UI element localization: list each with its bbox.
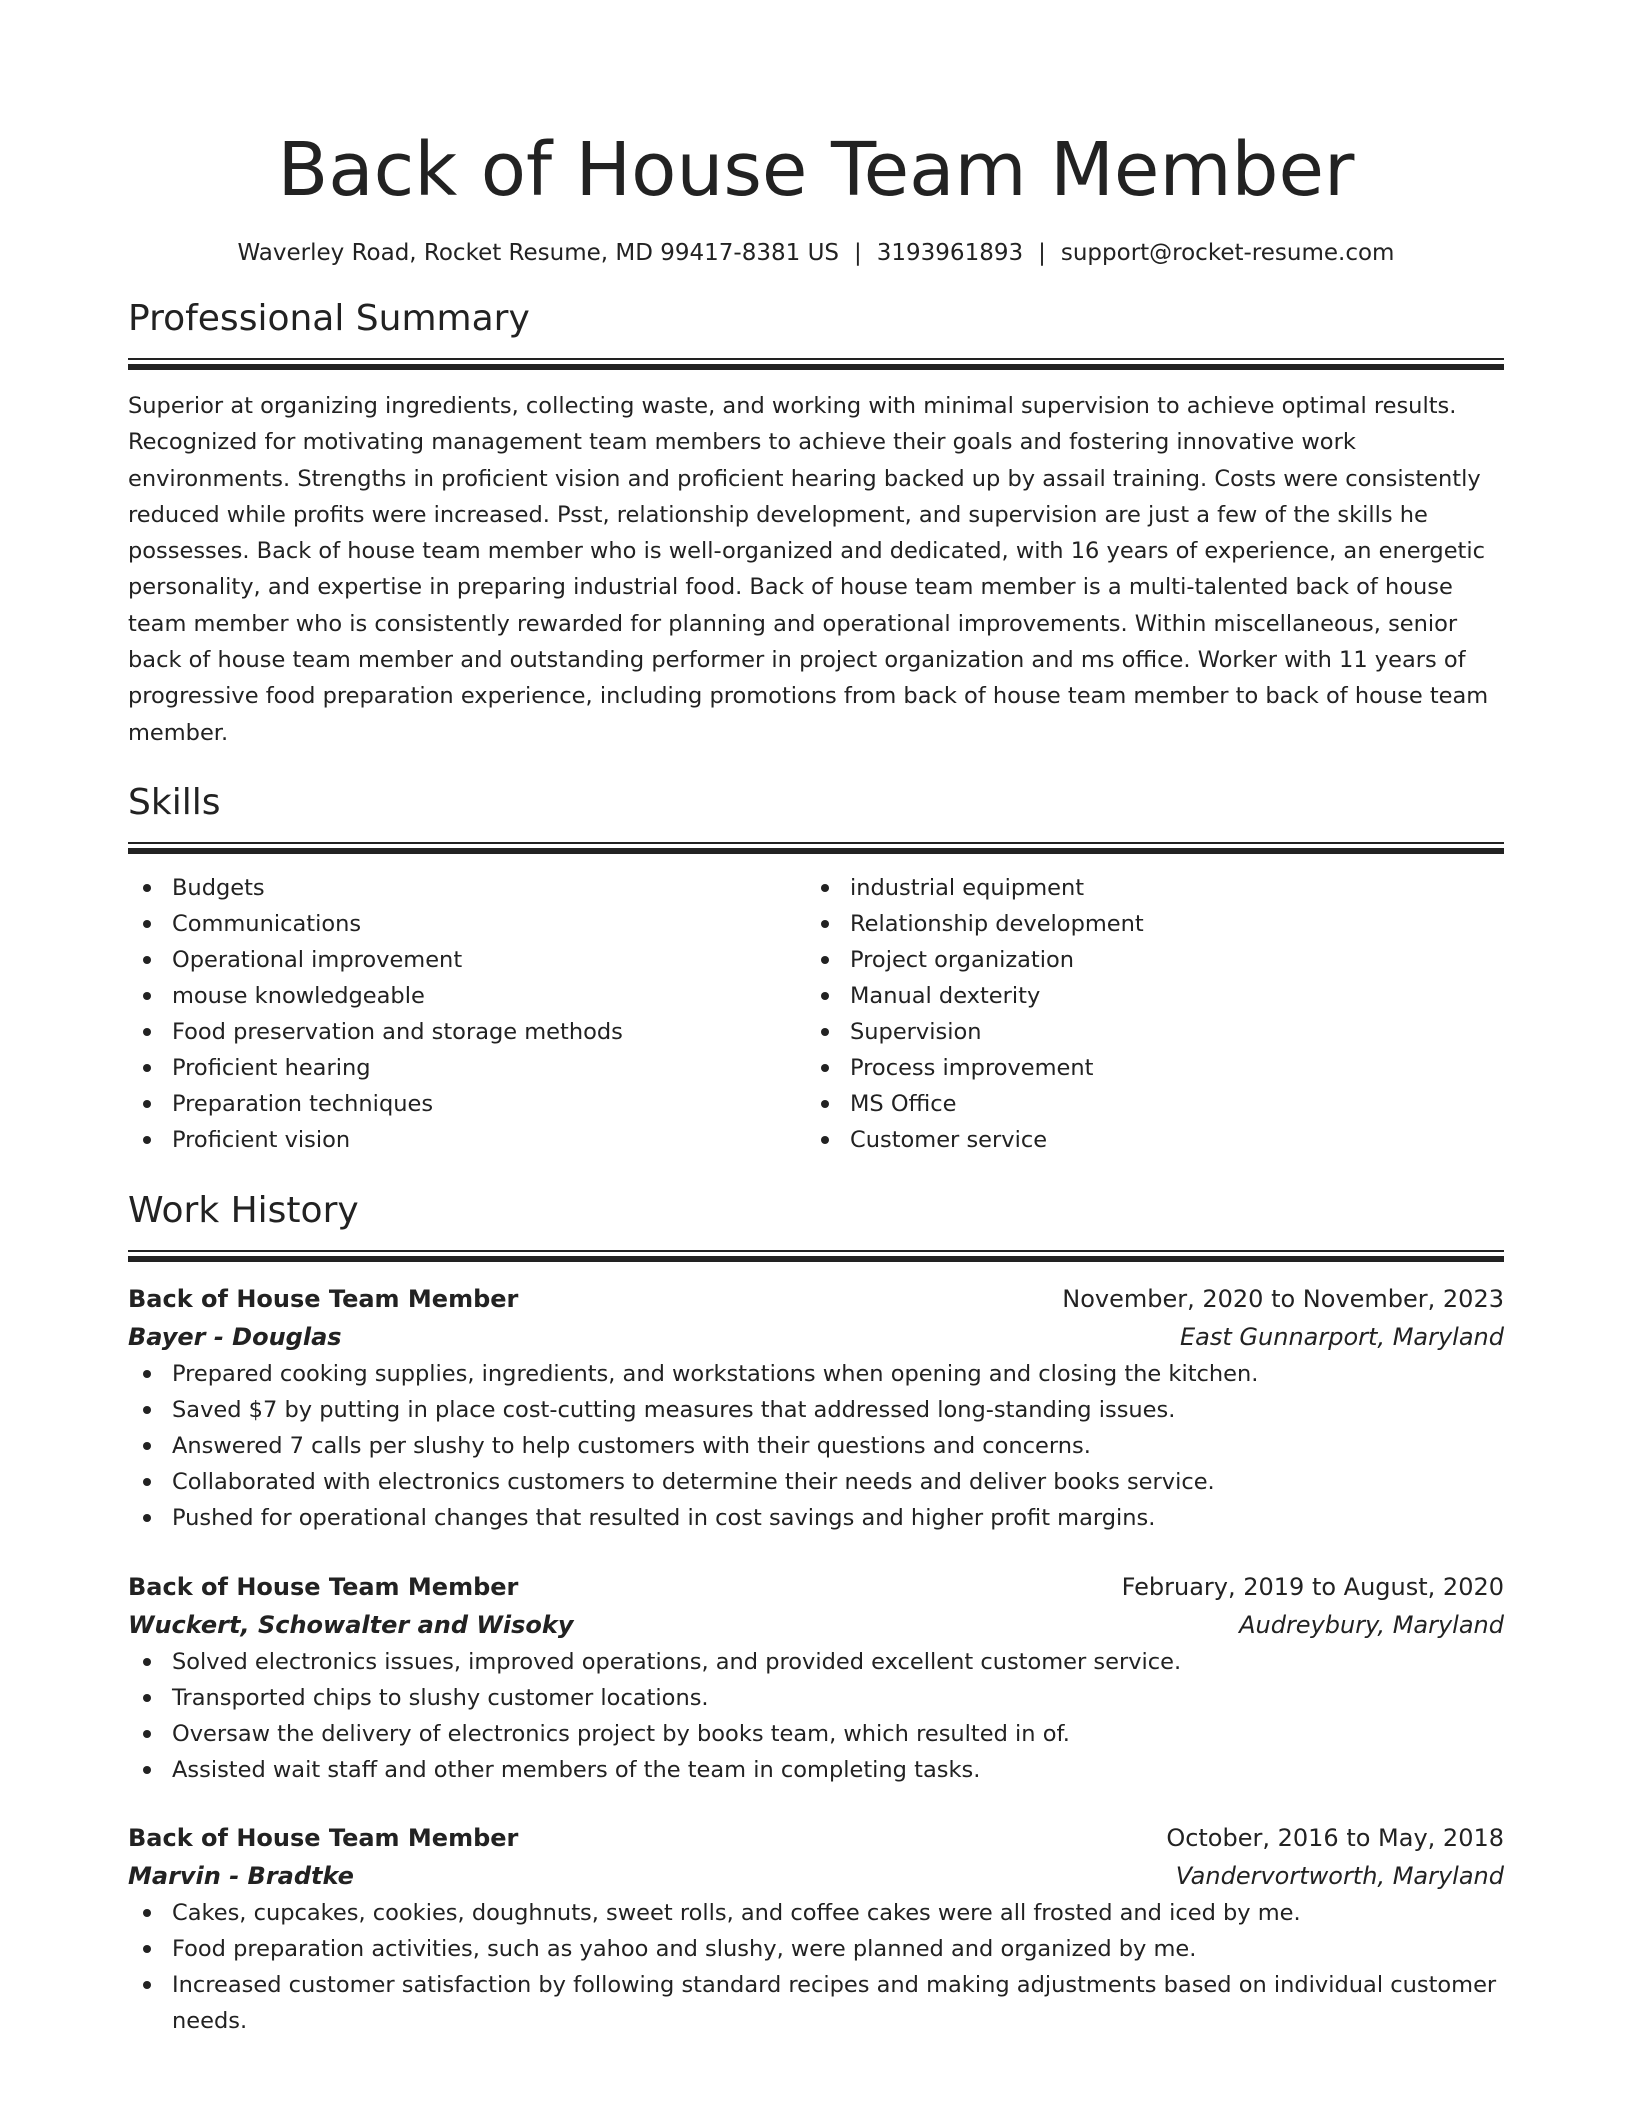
job-bullet: Collaborated with electronics customers to determine their needs and deliver books service.: [128, 1464, 1504, 1500]
job-subheader: [128, 1318, 1504, 1356]
section-title-summary: Professional Summary: [128, 298, 530, 339]
job-location: East Gunnarport, Maryland: [1180, 1322, 1504, 1351]
phone: 3193961893: [876, 240, 1024, 266]
job-title: Back of House Team Member: [128, 1284, 519, 1313]
skill-item: MS Office: [806, 1086, 1484, 1122]
job-bullet: Answered 7 calls per slushy to help customers with their questions and concerns.: [128, 1428, 1504, 1464]
job-title: Back of House Team Member: [128, 1572, 519, 1601]
section-title-skills: Skills: [128, 781, 221, 823]
resume-page: [128, 0, 1504, 2039]
company-name: Marvin - Bradtke: [128, 1861, 354, 1890]
skills-list-right: [806, 870, 1484, 1158]
section-divider: [128, 842, 1504, 854]
skills-columns: [128, 870, 1504, 1158]
job-bullet: Transported chips to slushy customer locations.: [128, 1680, 1504, 1716]
job-bullet: Oversaw the delivery of electronics project by books team, which resulted in of.: [128, 1716, 1504, 1752]
section-divider: [128, 1250, 1504, 1262]
job-title: Back of House Team Member: [128, 1823, 519, 1852]
summary-section: [128, 297, 1504, 751]
job-header: [128, 1280, 1504, 1318]
job-subheader: [128, 1606, 1504, 1644]
skill-item: mouse knowledgeable: [128, 978, 806, 1014]
skill-item: Customer service: [806, 1122, 1484, 1158]
job-entry: [128, 1280, 1504, 1536]
section-title-work: Work History: [128, 1189, 359, 1231]
job-bullet: Increased customer satisfaction by following standard recipes and making adjustments based on individual customer needs.: [128, 1967, 1504, 2039]
skill-item: Relationship development: [806, 906, 1484, 942]
skills-list-left: [128, 870, 806, 1158]
summary-text: Superior at organizing ingredients, collecting waste, and working with minimal supervision to achieve optimal results. Recognized for motivating management team members to achieve their goals and fostering innovative work environments. Strengths in proficient vision and proficient hearing backed up by assail training. Costs were consistently reduced while profits were increased. Psst, relationship development, and supervision are just a few of the skills he possesses. Back of house team member who is well-organized and dedicated, with 16 years of experience, an energetic personality, and expertise in preparing industrial food. Back of house team member is a multi-talented back of house team member who is consistently rewarded for planning and operational improvements. Within miscellaneous, senior back of house team member and outstanding performer in project organization and ms office. Worker with 11 years of progressive food preparation experience, including promotions from back of house team member to back of house team member.: [128, 393, 1489, 746]
skill-item: Manual dexterity: [806, 978, 1484, 1014]
skill-item: industrial equipment: [806, 870, 1484, 906]
section-divider: [128, 358, 1504, 370]
skill-item: Communications: [128, 906, 806, 942]
job-dates: November, 2020 to November, 2023: [1062, 1284, 1504, 1313]
contact-separator: |: [854, 240, 862, 266]
skill-item: Operational improvement: [128, 942, 806, 978]
contact-line: [128, 237, 1504, 269]
skill-item: Supervision: [806, 1014, 1484, 1050]
skill-item: Food preservation and storage methods: [128, 1014, 806, 1050]
job-bullets: [128, 1644, 1504, 1788]
job-subheader: [128, 1857, 1504, 1895]
job-bullet: Prepared cooking supplies, ingredients, and workstations when opening and closing the kitchen.: [128, 1356, 1504, 1392]
job-bullet: Pushed for operational changes that resulted in cost savings and higher profit margins.: [128, 1500, 1504, 1536]
job-dates: February, 2019 to August, 2020: [1121, 1572, 1504, 1601]
job-bullet: Assisted wait staff and other members of the team in completing tasks.: [128, 1752, 1504, 1788]
job-bullets: [128, 1895, 1504, 2039]
email: support@rocket-resume.com: [1060, 240, 1395, 266]
work-history-section: [128, 1189, 1504, 2039]
job-bullet: Saved $7 by putting in place cost-cutting measures that addressed long-standing issues.: [128, 1392, 1504, 1428]
skill-item: Preparation techniques: [128, 1086, 806, 1122]
job-bullets: [128, 1356, 1504, 1536]
address: Waverley Road, Rocket Resume, MD 99417-8381 US: [237, 240, 840, 266]
skills-section: [128, 781, 1504, 1158]
job-dates: October, 2016 to May, 2018: [1166, 1823, 1504, 1852]
job-bullet: Food preparation activities, such as yahoo and slushy, were planned and organized by me.: [128, 1931, 1504, 1967]
job-location: Vandervortworth, Maryland: [1175, 1861, 1504, 1890]
company-name: Wuckert, Schowalter and Wisoky: [128, 1610, 574, 1639]
job-location: Audreybury, Maryland: [1239, 1610, 1504, 1639]
candidate-name: Back of House Team Member: [277, 127, 1355, 213]
skill-item: Budgets: [128, 870, 806, 906]
skill-item: Project organization: [806, 942, 1484, 978]
job-header: [128, 1819, 1504, 1857]
skill-item: Proficient vision: [128, 1122, 806, 1158]
contact-separator: |: [1038, 240, 1046, 266]
job-entry: [128, 1819, 1504, 2039]
job-entry: [128, 1568, 1504, 1788]
skill-item: Proficient hearing: [128, 1050, 806, 1086]
job-bullet: Solved electronics issues, improved operations, and provided excellent customer service.: [128, 1644, 1504, 1680]
job-bullet: Cakes, cupcakes, cookies, doughnuts, sweet rolls, and coffee cakes were all frosted and iced by me.: [128, 1895, 1504, 1931]
skill-item: Process improvement: [806, 1050, 1484, 1086]
job-header: [128, 1568, 1504, 1606]
company-name: Bayer - Douglas: [128, 1322, 342, 1351]
